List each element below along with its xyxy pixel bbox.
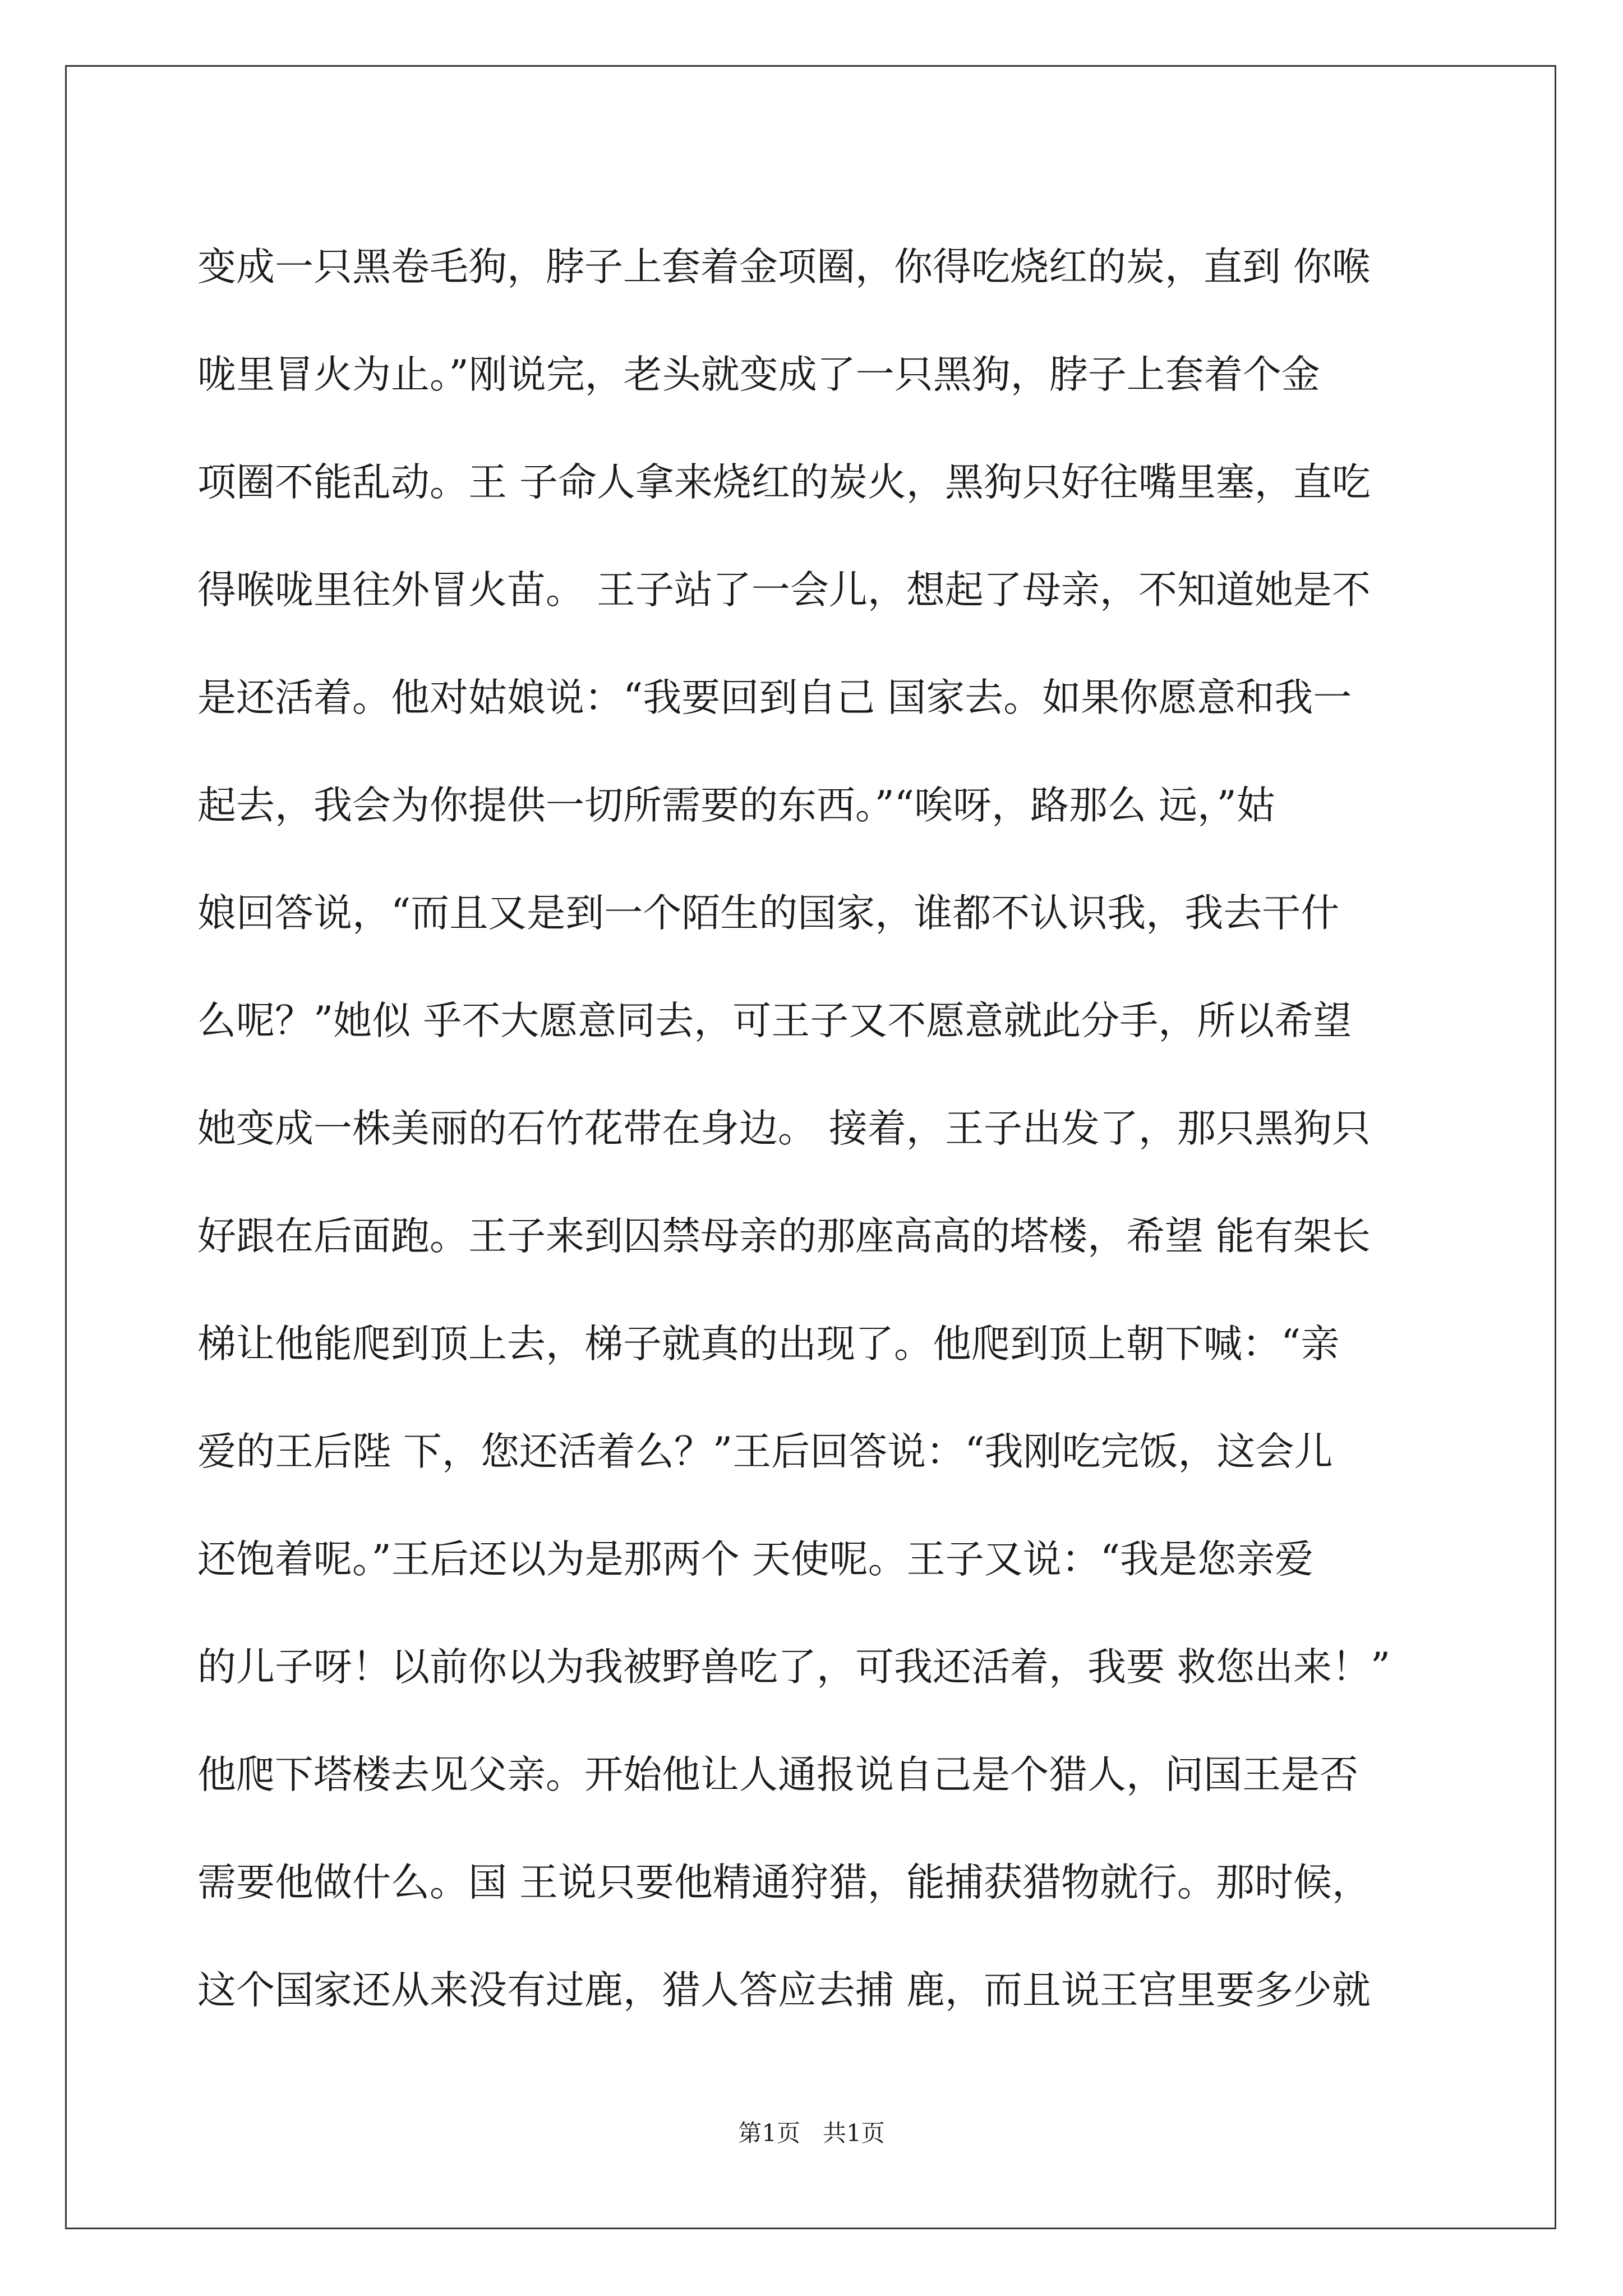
text-line: 项圈不能乱动。王 子命人拿来烧红的炭火，黑狗只好往嘴里塞，直吃 — [197, 460, 1371, 505]
text-line: 么呢？”她似 乎不大愿意同去，可王子又不愿意就此分手，所以希望 — [197, 999, 1352, 1043]
text-line: 她变成一株美丽的石竹花带在身边。 接着，王子出发了，那只黑狗只 — [197, 1106, 1371, 1151]
text-line: 梯让他能爬到顶上去，梯子就真的出现了。他爬到顶上朝下喊：“亲 — [197, 1322, 1340, 1366]
page-number-footer: 第1页 共1页 — [738, 2119, 885, 2147]
text-line: 还饱着呢。”王后还以为是那两个 天使呢。王子又说：“我是您亲爱 — [197, 1537, 1313, 1582]
text-line: 起去，我会为你提供一切所需要的东西。”“唉呀，路那么 远，”姑 — [197, 783, 1275, 828]
body-text — [197, 213, 1431, 2044]
text-line: 的儿子呀！以前你以为我被野兽吃了，可我还活着，我要 救您出来！” — [197, 1645, 1391, 1690]
text-line: 他爬下塔楼去见父亲。开始他让人通报说自己是个猎人，问国王是否 — [197, 1752, 1358, 1797]
text-line: 娘回答说，“而且又是到一个陌生的国家，谁都不认识我，我去干什 — [197, 891, 1340, 936]
text-line: 这个国家还从来没有过鹿，猎人答应去捕 鹿，而且说王宫里要多少就 — [197, 1968, 1371, 2013]
text-line: 是还活着。他对姑娘说：“我要回到自己 国家去。如果你愿意和我一 — [197, 675, 1352, 720]
text-line: 咙里冒火为止。”刚说完，老头就变成了一只黑狗，脖子上套着个金 — [197, 352, 1320, 397]
text-line: 好跟在后面跑。王子来到囚禁母亲的那座高高的塔楼，希望 能有架长 — [197, 1214, 1371, 1259]
text-line: 变成一只黑卷毛狗，脖子上套着金项圈，你得吃烧红的炭，直到 你喉 — [197, 245, 1371, 289]
text-line: 得喉咙里往外冒火苗。 王子站了一会儿，想起了母亲，不知道她是不 — [197, 568, 1371, 613]
text-line: 爱的王后陛 下，您还活着么？”王后回答说：“我刚吃完饭，这会儿 — [197, 1429, 1333, 1474]
text-line: 需要他做什么。国 王说只要他精通狩猎，能捕获猎物就行。那时候， — [197, 1860, 1371, 1905]
